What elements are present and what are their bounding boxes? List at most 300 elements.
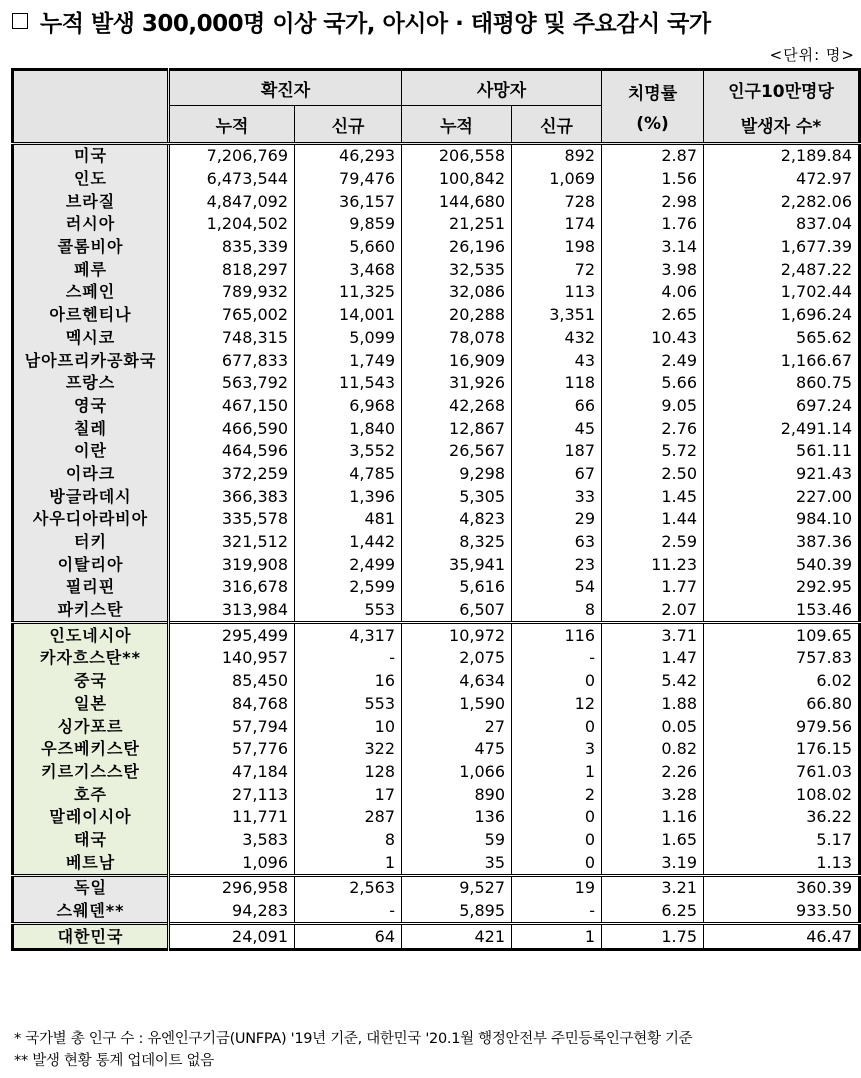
cell-death: 421 — [402, 924, 512, 950]
cell-death: 5,895 — [402, 900, 512, 924]
cell-death: 32,535 — [402, 258, 512, 281]
header-confirmed-cumulative: 누적 — [169, 106, 295, 144]
table-row — [13, 485, 860, 508]
table-row — [13, 304, 860, 327]
country-name: 이란 — [13, 440, 169, 463]
cell-conf: 677,833 — [169, 349, 295, 372]
cell-death: 5,616 — [402, 576, 512, 599]
cell-death: 1,066 — [402, 761, 512, 784]
cell-death-new: 198 — [512, 236, 602, 259]
cell-cfr: 2.26 — [602, 761, 704, 784]
cell-per: 837.04 — [704, 213, 860, 236]
cell-conf-new: 1,840 — [295, 417, 402, 440]
cell-conf-new: 2,563 — [295, 876, 402, 900]
cell-death-new: 174 — [512, 213, 602, 236]
cell-death: 6,507 — [402, 599, 512, 623]
country-name: 칠레 — [13, 417, 169, 440]
cell-death: 2,075 — [402, 647, 512, 670]
country-name: 사우디아라비아 — [13, 508, 169, 531]
cell-death: 100,842 — [402, 168, 512, 191]
cell-death-new: 23 — [512, 553, 602, 576]
cell-cfr: 5.42 — [602, 670, 704, 693]
cell-death-new: - — [512, 900, 602, 924]
country-name: 말레이시아 — [13, 806, 169, 829]
cell-death-new: 72 — [512, 258, 602, 281]
country-name: 브라질 — [13, 190, 169, 213]
header-cfr-line2: (%) — [636, 114, 669, 134]
country-name: 중국 — [13, 670, 169, 693]
table-row — [13, 876, 860, 900]
cell-per: 1.13 — [704, 851, 860, 875]
cell-conf: 296,958 — [169, 876, 295, 900]
table-row — [13, 783, 860, 806]
cell-cfr: 2.50 — [602, 463, 704, 486]
cell-death: 27 — [402, 715, 512, 738]
cell-per: 2,282.06 — [704, 190, 860, 213]
cell-cfr: 2.49 — [602, 349, 704, 372]
table-row — [13, 553, 860, 576]
cell-conf-new: 79,476 — [295, 168, 402, 191]
cell-conf: 140,957 — [169, 647, 295, 670]
cell-conf: 7,206,769 — [169, 144, 295, 168]
cell-conf: 3,583 — [169, 829, 295, 852]
cell-death-new: 116 — [512, 623, 602, 647]
cell-conf: 335,578 — [169, 508, 295, 531]
cell-per: 757.83 — [704, 647, 860, 670]
cell-cfr: 1.88 — [602, 693, 704, 716]
cell-cfr: 4.06 — [602, 281, 704, 304]
table-row — [13, 190, 860, 213]
table-row — [13, 738, 860, 761]
cell-cfr: 3.28 — [602, 783, 704, 806]
cell-conf: 84,768 — [169, 693, 295, 716]
table-row — [13, 327, 860, 350]
cell-conf: 85,450 — [169, 670, 295, 693]
cell-cfr: 1.45 — [602, 485, 704, 508]
cell-conf-new: 287 — [295, 806, 402, 829]
country-name: 남아프리카공화국 — [13, 349, 169, 372]
table-row — [13, 349, 860, 372]
cell-conf: 466,590 — [169, 417, 295, 440]
cell-conf: 765,002 — [169, 304, 295, 327]
cell-per: 292.95 — [704, 576, 860, 599]
table-row — [13, 670, 860, 693]
table-row — [13, 258, 860, 281]
cell-per: 360.39 — [704, 876, 860, 900]
cell-conf: 27,113 — [169, 783, 295, 806]
cell-conf-new: 9,859 — [295, 213, 402, 236]
cell-conf-new: 6,968 — [295, 395, 402, 418]
cell-death-new: 63 — [512, 531, 602, 554]
country-name: 미국 — [13, 144, 169, 168]
cell-conf: 4,847,092 — [169, 190, 295, 213]
checkbox-square-icon — [12, 13, 28, 29]
cell-death-new: 45 — [512, 417, 602, 440]
cell-conf-new: 8 — [295, 829, 402, 852]
footnote-1: * 국가별 총 인구 수 : 유엔인구기금(UNFPA) '19년 기준, 대한민국 '20.1월 행정안전부 주민등록인구현황 기준 — [14, 1031, 693, 1047]
country-name: 태국 — [13, 829, 169, 852]
cell-per: 1,677.39 — [704, 236, 860, 259]
cell-conf: 11,771 — [169, 806, 295, 829]
cell-per: 66.80 — [704, 693, 860, 716]
cell-per: 933.50 — [704, 900, 860, 924]
cell-death: 59 — [402, 829, 512, 852]
cell-conf-new: 11,325 — [295, 281, 402, 304]
cell-conf-new: 16 — [295, 670, 402, 693]
country-name: 우즈베키스탄 — [13, 738, 169, 761]
country-name: 호주 — [13, 783, 169, 806]
country-name: 싱가포르 — [13, 715, 169, 738]
cell-death-new: 1,069 — [512, 168, 602, 191]
cell-conf: 24,091 — [169, 924, 295, 950]
cell-death: 9,298 — [402, 463, 512, 486]
header-per100k — [704, 70, 860, 144]
table-row — [13, 900, 860, 924]
table-row — [13, 599, 860, 623]
cell-cfr: 3.19 — [602, 851, 704, 875]
country-name: 프랑스 — [13, 372, 169, 395]
country-name: 필리핀 — [13, 576, 169, 599]
cell-death: 35,941 — [402, 553, 512, 576]
cell-conf-new: 553 — [295, 693, 402, 716]
cell-death-new: 0 — [512, 806, 602, 829]
cell-death-new: 1 — [512, 761, 602, 784]
cell-death: 31,926 — [402, 372, 512, 395]
cell-conf-new: 11,543 — [295, 372, 402, 395]
cell-cfr: 1.75 — [602, 924, 704, 950]
cell-cfr: 1.16 — [602, 806, 704, 829]
cell-death: 42,268 — [402, 395, 512, 418]
unit-label: <단위: 명> — [769, 46, 855, 64]
cell-cfr: 2.07 — [602, 599, 704, 623]
country-name: 영국 — [13, 395, 169, 418]
cell-death-new: 892 — [512, 144, 602, 168]
cell-per: 472.97 — [704, 168, 860, 191]
cell-per: 387.36 — [704, 531, 860, 554]
cell-cfr: 5.66 — [602, 372, 704, 395]
cell-conf: 316,678 — [169, 576, 295, 599]
cell-death-new: 2 — [512, 783, 602, 806]
table-row — [13, 715, 860, 738]
country-name: 일본 — [13, 693, 169, 716]
country-name: 터키 — [13, 531, 169, 554]
country-name: 멕시코 — [13, 327, 169, 350]
country-name: 키르기스스탄 — [13, 761, 169, 784]
cell-death-new: 19 — [512, 876, 602, 900]
cell-per: 109.65 — [704, 623, 860, 647]
cell-conf: 818,297 — [169, 258, 295, 281]
table-body — [13, 144, 860, 950]
cell-per: 153.46 — [704, 599, 860, 623]
cell-cfr: 5.72 — [602, 440, 704, 463]
cell-conf: 748,315 — [169, 327, 295, 350]
cell-conf: 6,473,544 — [169, 168, 295, 191]
cell-cfr: 3.98 — [602, 258, 704, 281]
cell-per: 46.47 — [704, 924, 860, 950]
cell-death-new: 54 — [512, 576, 602, 599]
cell-conf-new: 10 — [295, 715, 402, 738]
cell-cfr: 3.71 — [602, 623, 704, 647]
cell-per: 2,491.14 — [704, 417, 860, 440]
cell-death-new: 66 — [512, 395, 602, 418]
cell-conf-new: 2,499 — [295, 553, 402, 576]
cell-conf-new: 322 — [295, 738, 402, 761]
table-row — [13, 693, 860, 716]
cell-cfr: 2.98 — [602, 190, 704, 213]
cell-per: 36.22 — [704, 806, 860, 829]
cell-cfr: 3.21 — [602, 876, 704, 900]
table-row — [13, 440, 860, 463]
cell-cfr: 2.65 — [602, 304, 704, 327]
table-row — [13, 417, 860, 440]
cell-conf-new: 3,468 — [295, 258, 402, 281]
cell-per: 561.11 — [704, 440, 860, 463]
cell-death: 20,288 — [402, 304, 512, 327]
cell-death-new: 3 — [512, 738, 602, 761]
cell-death: 35 — [402, 851, 512, 875]
cell-death: 16,909 — [402, 349, 512, 372]
cell-per: 860.75 — [704, 372, 860, 395]
country-name: 이탈리아 — [13, 553, 169, 576]
cell-conf: 467,150 — [169, 395, 295, 418]
cell-death: 8,325 — [402, 531, 512, 554]
cell-cfr: 1.65 — [602, 829, 704, 852]
cell-death-new: 29 — [512, 508, 602, 531]
cell-death: 12,867 — [402, 417, 512, 440]
cell-per: 108.02 — [704, 783, 860, 806]
cell-conf-new: 1,396 — [295, 485, 402, 508]
country-name: 페루 — [13, 258, 169, 281]
cell-cfr: 2.87 — [602, 144, 704, 168]
country-name: 독일 — [13, 876, 169, 900]
cell-conf: 319,908 — [169, 553, 295, 576]
cell-conf: 1,204,502 — [169, 213, 295, 236]
cell-per: 565.62 — [704, 327, 860, 350]
cell-per: 227.00 — [704, 485, 860, 508]
covid-table — [11, 68, 861, 951]
cell-death-new: 113 — [512, 281, 602, 304]
cell-conf-new: 553 — [295, 599, 402, 623]
country-name: 이라크 — [13, 463, 169, 486]
cell-death-new: 118 — [512, 372, 602, 395]
cell-per: 984.10 — [704, 508, 860, 531]
cell-death: 475 — [402, 738, 512, 761]
cell-conf-new: 1,442 — [295, 531, 402, 554]
header-per100k-line1: 인구10만명당 — [728, 81, 834, 102]
cell-conf: 47,184 — [169, 761, 295, 784]
cell-per: 6.02 — [704, 670, 860, 693]
cell-death-new: 12 — [512, 693, 602, 716]
cell-death-new: 432 — [512, 327, 602, 350]
table-row — [13, 395, 860, 418]
page-title — [12, 4, 711, 38]
cell-conf: 94,283 — [169, 900, 295, 924]
cell-per: 761.03 — [704, 761, 860, 784]
cell-conf-new: 4,785 — [295, 463, 402, 486]
cell-conf: 313,984 — [169, 599, 295, 623]
cell-death-new: 3,351 — [512, 304, 602, 327]
cell-death: 78,078 — [402, 327, 512, 350]
cell-conf: 321,512 — [169, 531, 295, 554]
cell-conf-new: 5,660 — [295, 236, 402, 259]
cell-per: 176.15 — [704, 738, 860, 761]
cell-conf-new: 36,157 — [295, 190, 402, 213]
cell-death-new: 0 — [512, 670, 602, 693]
cell-death-new: 728 — [512, 190, 602, 213]
country-name: 아르헨티나 — [13, 304, 169, 327]
cell-per: 921.43 — [704, 463, 860, 486]
cell-conf: 366,383 — [169, 485, 295, 508]
table-row — [13, 144, 860, 168]
country-name: 인도네시아 — [13, 623, 169, 647]
cell-death: 4,823 — [402, 508, 512, 531]
cell-conf-new: 4,317 — [295, 623, 402, 647]
country-name: 베트남 — [13, 851, 169, 875]
table-row — [13, 372, 860, 395]
cell-death-new: 0 — [512, 715, 602, 738]
cell-conf: 1,096 — [169, 851, 295, 875]
cell-cfr: 1.44 — [602, 508, 704, 531]
cell-per: 1,166.67 — [704, 349, 860, 372]
header-cfr — [602, 70, 704, 144]
cell-conf: 563,792 — [169, 372, 295, 395]
cell-conf-new: 46,293 — [295, 144, 402, 168]
cell-conf: 464,596 — [169, 440, 295, 463]
cell-death: 21,251 — [402, 213, 512, 236]
cell-death-new: 33 — [512, 485, 602, 508]
header-confirmed: 확진자 — [169, 70, 402, 106]
cell-conf: 295,499 — [169, 623, 295, 647]
country-name: 러시아 — [13, 213, 169, 236]
country-name: 스웨덴** — [13, 900, 169, 924]
table-row — [13, 851, 860, 875]
cell-conf: 57,794 — [169, 715, 295, 738]
cell-death: 26,196 — [402, 236, 512, 259]
cell-death: 4,634 — [402, 670, 512, 693]
cell-conf-new: 2,599 — [295, 576, 402, 599]
table-row — [13, 531, 860, 554]
cell-conf-new: - — [295, 647, 402, 670]
cell-death-new: 1 — [512, 924, 602, 950]
footnote-2: ** 발생 현황 통계 업데이트 없음 — [14, 1053, 214, 1069]
cell-conf-new: 5,099 — [295, 327, 402, 350]
cell-conf: 57,776 — [169, 738, 295, 761]
table-row — [13, 168, 860, 191]
header-cfr-line1: 치명률 — [627, 84, 678, 104]
header-deaths: 사망자 — [402, 70, 602, 106]
table-row — [13, 623, 860, 647]
table-row — [13, 829, 860, 852]
cell-cfr: 0.05 — [602, 715, 704, 738]
cell-death: 5,305 — [402, 485, 512, 508]
cell-death: 136 — [402, 806, 512, 829]
header-confirmed-new: 신규 — [295, 106, 402, 144]
header-deaths-new: 신규 — [512, 106, 602, 144]
cell-conf-new: 1 — [295, 851, 402, 875]
country-name: 카자흐스탄** — [13, 647, 169, 670]
cell-conf: 372,259 — [169, 463, 295, 486]
table-row — [13, 806, 860, 829]
cell-cfr: 1.76 — [602, 213, 704, 236]
cell-conf-new: 3,552 — [295, 440, 402, 463]
cell-cfr: 6.25 — [602, 900, 704, 924]
cell-cfr: 3.14 — [602, 236, 704, 259]
cell-cfr: 2.59 — [602, 531, 704, 554]
table-row — [13, 281, 860, 304]
table-row — [13, 761, 860, 784]
cell-conf: 835,339 — [169, 236, 295, 259]
cell-conf-new: 64 — [295, 924, 402, 950]
cell-per: 1,702.44 — [704, 281, 860, 304]
cell-conf-new: 1,749 — [295, 349, 402, 372]
cell-cfr: 1.56 — [602, 168, 704, 191]
cell-death-new: 8 — [512, 599, 602, 623]
cell-death: 144,680 — [402, 190, 512, 213]
cell-cfr: 11.23 — [602, 553, 704, 576]
table-row — [13, 924, 860, 950]
cell-per: 2,487.22 — [704, 258, 860, 281]
cell-cfr: 2.76 — [602, 417, 704, 440]
cell-death: 890 — [402, 783, 512, 806]
country-name: 인도 — [13, 168, 169, 191]
cell-death: 26,567 — [402, 440, 512, 463]
table-row — [13, 463, 860, 486]
country-name: 파키스탄 — [13, 599, 169, 623]
cell-conf-new: 17 — [295, 783, 402, 806]
cell-per: 697.24 — [704, 395, 860, 418]
cell-per: 540.39 — [704, 553, 860, 576]
country-name: 스페인 — [13, 281, 169, 304]
country-name: 방글라데시 — [13, 485, 169, 508]
cell-death-new: 187 — [512, 440, 602, 463]
cell-cfr: 1.47 — [602, 647, 704, 670]
cell-cfr: 10.43 — [602, 327, 704, 350]
cell-per: 2,189.84 — [704, 144, 860, 168]
cell-death-new: 0 — [512, 829, 602, 852]
cell-death-new: 43 — [512, 349, 602, 372]
cell-death: 9,527 — [402, 876, 512, 900]
cell-death: 206,558 — [402, 144, 512, 168]
cell-conf-new: 481 — [295, 508, 402, 531]
country-name: 대한민국 — [13, 924, 169, 950]
cell-conf: 789,932 — [169, 281, 295, 304]
cell-per: 1,696.24 — [704, 304, 860, 327]
cell-death-new: - — [512, 647, 602, 670]
cell-death: 10,972 — [402, 623, 512, 647]
table-row — [13, 576, 860, 599]
cell-death-new: 0 — [512, 851, 602, 875]
cell-cfr: 0.82 — [602, 738, 704, 761]
cell-conf-new: - — [295, 900, 402, 924]
table-row — [13, 647, 860, 670]
cell-conf-new: 128 — [295, 761, 402, 784]
table-row — [13, 236, 860, 259]
header-per100k-line2: 발생자 수* — [740, 116, 822, 137]
cell-death: 1,590 — [402, 693, 512, 716]
cell-death: 32,086 — [402, 281, 512, 304]
cell-cfr: 9.05 — [602, 395, 704, 418]
table-row — [13, 213, 860, 236]
cell-per: 979.56 — [704, 715, 860, 738]
title-text: 누적 발생 300,000명 이상 국가, 아시아 · 태평양 및 주요감시 국가 — [40, 10, 711, 37]
header-deaths-cumulative: 누적 — [402, 106, 512, 144]
country-name: 콜롬비아 — [13, 236, 169, 259]
cell-per: 5.17 — [704, 829, 860, 852]
cell-cfr: 1.77 — [602, 576, 704, 599]
cell-death-new: 67 — [512, 463, 602, 486]
header-country — [13, 70, 169, 144]
cell-conf-new: 14,001 — [295, 304, 402, 327]
